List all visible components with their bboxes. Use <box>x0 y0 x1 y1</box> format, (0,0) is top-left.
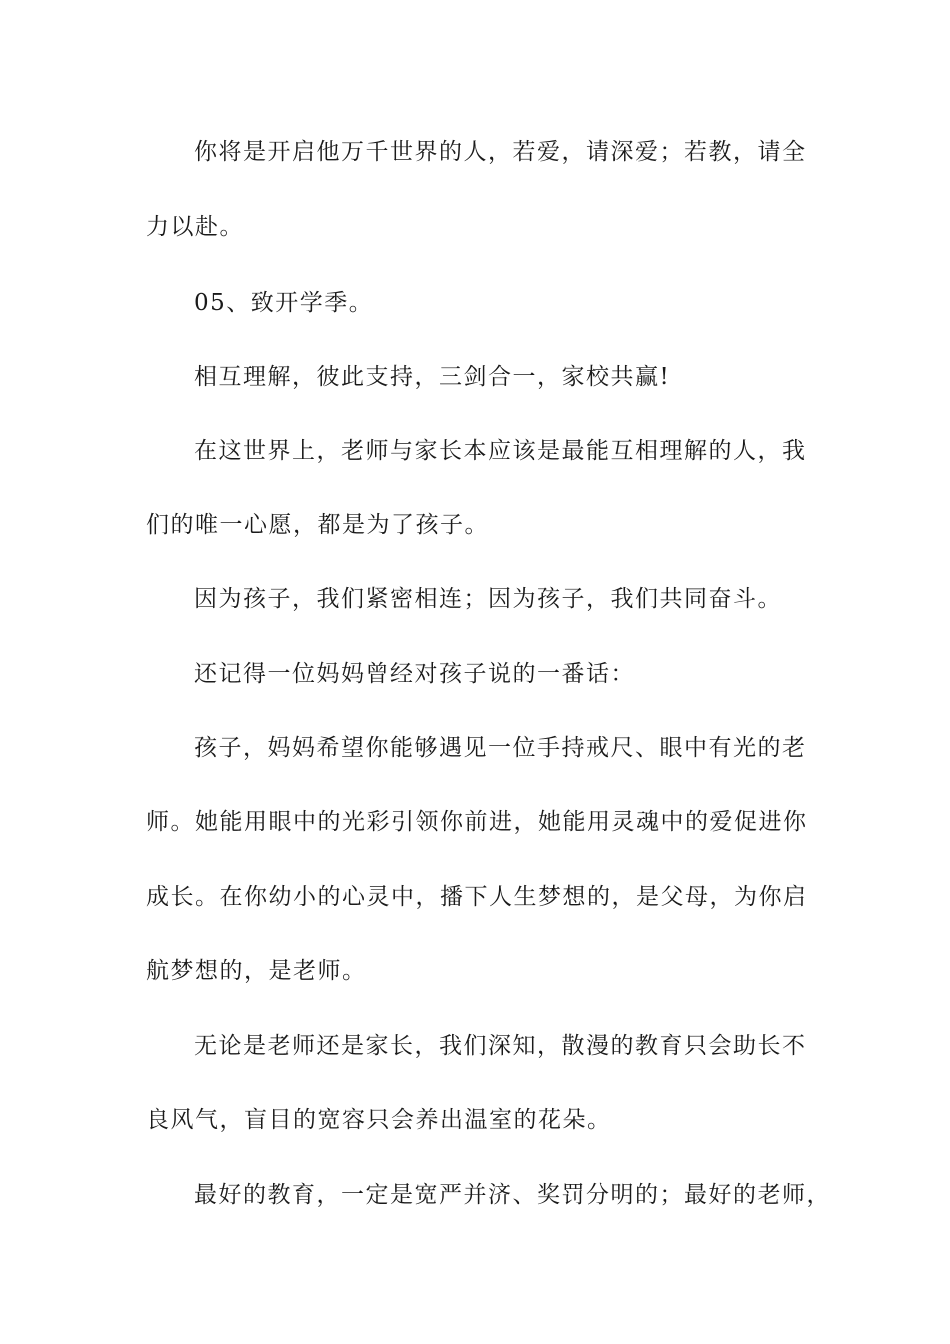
paragraph-line: 力以赴。 <box>146 214 244 240</box>
paragraph-line: 良风气，盲目的宽容只会养出温室的花朵。 <box>146 1107 612 1133</box>
paragraph-line: 最好的教育，一定是宽严并济、奖罚分明的；最好的老师， <box>194 1182 831 1208</box>
paragraph-line: 在这世界上，老师与家长本应该是最能互相理解的人，我 <box>194 438 807 464</box>
paragraph-line: 无论是老师还是家长，我们深知，散漫的教育只会助长不 <box>194 1033 807 1059</box>
paragraph-line: 因为孩子，我们紧密相连；因为孩子，我们共同奋斗。 <box>194 586 782 612</box>
paragraph-line: 相互理解，彼此支持，三剑合一，家校共赢! <box>194 364 671 390</box>
paragraph-line: 们的唯一心愿，都是为了孩子。 <box>146 512 489 538</box>
paragraph-line: 师。她能用眼中的光彩引领你前进，她能用灵魂中的爱促进你 <box>146 809 808 835</box>
paragraph-line: 还记得一位妈妈曾经对孩子说的一番话： <box>194 661 635 687</box>
paragraph-line: 你将是开启他万千世界的人，若爱，请深爱；若教，请全 <box>194 139 807 165</box>
paragraph-line: 航梦想的，是老师。 <box>146 958 367 984</box>
paragraph-line: 成长。在你幼小的心灵中，播下人生梦想的，是父母，为你启 <box>146 884 808 910</box>
section-heading: 05、致开学季。 <box>194 290 374 316</box>
paragraph-line: 孩子，妈妈希望你能够遇见一位手持戒尺、眼中有光的老 <box>194 735 807 761</box>
